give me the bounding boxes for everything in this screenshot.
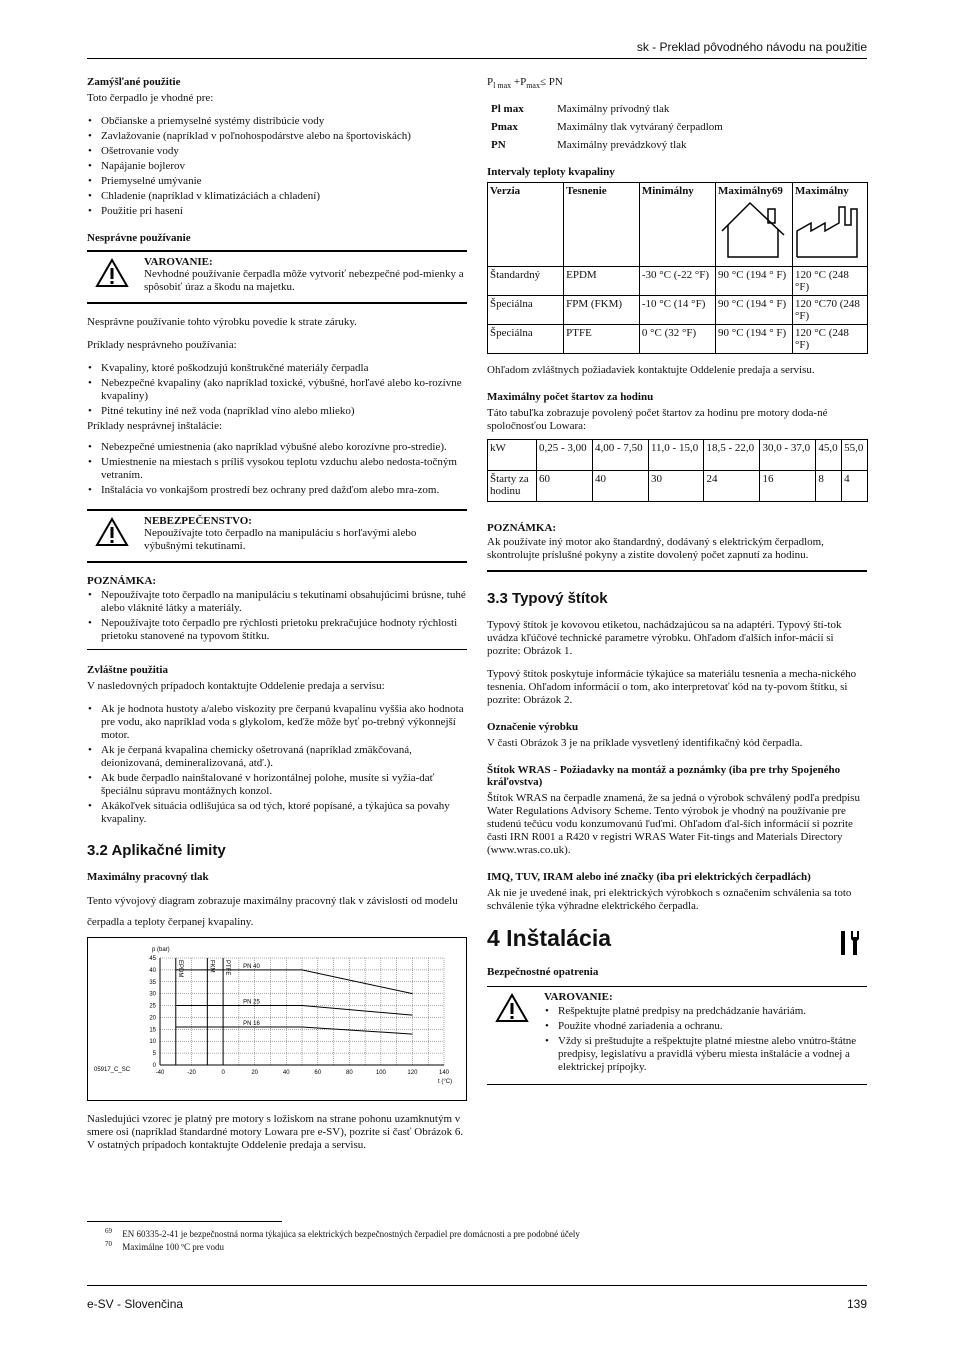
- note-title: POZNÁMKA:: [87, 575, 157, 587]
- material-label: EPDM: [176, 960, 183, 978]
- footnote-rule: [87, 1221, 282, 1222]
- x-tick-label: 100: [375, 1070, 386, 1076]
- note-list: [87, 589, 467, 643]
- table-header-factory: [793, 183, 868, 267]
- material-label: FKM: [208, 960, 215, 973]
- list-item: • Ak bude čerpadlo nainštalované v horizontálnej polohe, musíte si vyžia-dať špeciálnu súpravu montážnych konzol.: [101, 772, 467, 798]
- warning-icon: [495, 993, 529, 1023]
- starts-heading: Maximálny počet štartov za hodinu: [487, 391, 654, 404]
- list-item: • Ak je hodnota hustoty a/alebo viskozity pre čerpanú kvapalinu vyššia ako hodnota pre vodu, ako napríklad voda s glykolom, keďže môže byť po-trebný výkonnejší motor.: [101, 703, 467, 742]
- imq-p: Ak nie je uvedené inak, pri elektrických výrobkoch s označením schválenia sa toto schválenie týka výhradne elektrického čerpadla.: [487, 887, 852, 913]
- table-cell: Štandardný: [488, 267, 564, 296]
- list-item: • Vždy si preštudujte a rešpektujte platné miestne alebo vnútro-štátne predpisy, legislatívu a pravidlá výberu miesta inštalácie a vodnej a elektrickej prípojky.: [558, 1035, 867, 1074]
- table-cell: PTFE: [564, 325, 640, 354]
- footnote-70: [105, 1240, 224, 1252]
- table-cell: 90 °C (194 ° F): [716, 325, 793, 354]
- definitions-table: [487, 100, 787, 154]
- ident-p: V časti Obrázok 3 je na príklade vysvetlený identifikačný kód čerpadla.: [487, 737, 803, 750]
- list-item: • Nepoužívajte toto čerpadlo pre rýchlosti prietoku prekračujúce hodnoty rýchlosti prietoku stanovené na typovom štítku.: [101, 617, 467, 643]
- list-item: • Zavlažovanie (napríklad v poľnohospodárstve alebo na športoviskách): [101, 130, 467, 143]
- improper-use-heading: Nesprávne používanie: [87, 232, 191, 244]
- table-cell: 120 °C70 (248 °F): [793, 296, 868, 325]
- plate-p2: Typový štítok poskytuje informácie týkajúce sa materiálu tesnenia a mecha-nického tesnenia. Ohľadom informácií o tom, ako interpretovať kód na ty-povom štítku, si pozrite: Obrázok 2.: [487, 668, 857, 707]
- danger-title: NEBEZPEČENSTVO:: [144, 515, 252, 527]
- x-tick-label: 80: [345, 1070, 353, 1076]
- table-cell: 4,00 - 7,50: [592, 440, 648, 471]
- y-tick-label: 30: [149, 991, 156, 998]
- list-item: • Nebezpečné umiestnenia (ako napríklad výbušné alebo korozívne pro-stredie).: [101, 441, 467, 454]
- table-header: Maximálny: [795, 185, 849, 198]
- table-cell: FPM (FKM): [564, 296, 640, 325]
- intended-use-list: [87, 115, 467, 218]
- x-tick-label: 20: [251, 1070, 259, 1076]
- footnote-text: Maximálne 100 ºC pre vodu: [122, 1242, 225, 1252]
- footnote-69: [105, 1227, 580, 1239]
- house-icon: [718, 197, 788, 259]
- list-item: • Ak je čerpaná kvapalina chemicky ošetrovaná (napríklad zmäkčovaná, deionizovaná, demineralizovaná, atď.).: [101, 744, 467, 770]
- x-tick-label: 0: [221, 1070, 225, 1076]
- table-row: [487, 100, 787, 118]
- table-cell: 45,0: [816, 440, 842, 471]
- x-axis-label: t (°C): [438, 1079, 453, 1085]
- special-use-heading: Zvláštne použitia: [87, 664, 168, 676]
- list-item: • Rešpektujte platné predpisy na predchádzanie haváriám.: [558, 1005, 867, 1018]
- table-cell: 30: [648, 471, 704, 502]
- series-label: PN 25: [243, 999, 260, 1006]
- pressure-chart: [87, 937, 467, 1101]
- def-symbol: [487, 100, 553, 118]
- warning-title: VAROVANIE:: [544, 991, 613, 1004]
- table-cell: 55,0: [842, 440, 868, 471]
- list-item: • Priemyselné umývanie: [101, 175, 467, 188]
- formula-p: Nasledujúci vzorec je platný pre motory s ložiskom na strane pohonu uzamknutým v smere osi (napríklad štandardné motory Lowara pre e-SV), pozrite si časť Obrázok 6. V ostatných prípadoch kontaktujte Oddelenie predaja a servisu.: [87, 1113, 464, 1151]
- table-header-house: [716, 183, 793, 267]
- table-cell: -10 °C (14 °F): [639, 296, 715, 325]
- table-cell: Špeciálna: [488, 296, 564, 325]
- section-3-2-heading: 3.2 Aplikačné limity: [87, 842, 226, 859]
- table-row: [488, 267, 868, 296]
- table-row: [487, 118, 787, 136]
- section-4-heading: [487, 925, 867, 952]
- header-text: sk - Preklad pôvodného návodu na použitie: [636, 40, 867, 54]
- warning-text: Nevhodné používanie čerpadla môže vytvoriť nebezpečné pod-mienky a spôsobiť úraz a škodu na majetku.: [144, 268, 464, 293]
- footnote-number: 69: [105, 1227, 112, 1235]
- page-footer: [87, 1285, 867, 1311]
- table-cell: 18,5 - 22,0: [704, 440, 760, 471]
- page-header: [87, 40, 867, 59]
- formula: $P_{l max} +P_{max}\le$ PN: [487, 76, 563, 91]
- starts-table: [487, 439, 868, 502]
- footnote-text: EN 60335-2-41 je bezpečnostná norma týkajúca sa elektrických bezpečnostných čerpadiel pre domácnosti a pre podobné účely: [122, 1229, 580, 1239]
- def-sym: PN: [491, 139, 506, 152]
- temp-heading: Intervaly teploty kvapaliny: [487, 166, 615, 179]
- list-item: • Ošetrovanie vody: [101, 145, 467, 158]
- temperature-table: [487, 182, 868, 354]
- danger-box: [87, 509, 467, 563]
- table-cell: -30 °C (-22 °F): [639, 267, 715, 296]
- table-header: Tesnenie: [564, 183, 640, 267]
- danger-icon: [95, 517, 129, 547]
- table-cell: 90 °C (194 ° F): [716, 267, 793, 296]
- table-cell: 0,25 - 3,00: [537, 440, 593, 471]
- page-number: 139: [846, 1297, 867, 1311]
- safety-heading: Bezpečnostné opatrenia: [487, 966, 599, 979]
- note-text: Ak používate iný motor ako štandardný, dodávaný s elektrickým čerpadlom, skontrolujte príslušné pokyny a zistite dovolený počet zapnutí za hodinu.: [487, 536, 824, 562]
- table-row: [488, 471, 868, 502]
- install-p: Príklady nesprávnej inštalácie:: [87, 420, 223, 432]
- list-item: • Pitné tekutiny iné než voda (napríklad víno alebo mlieko): [101, 405, 467, 418]
- max-pressure-heading: Maximálny pracovný tlak: [87, 871, 209, 883]
- list-item: • Chladenie (napríklad v klimatizáciách a chladení): [101, 190, 467, 203]
- left-column: [87, 76, 467, 1162]
- pressure-chart-svg: [88, 938, 466, 1100]
- table-cell: 0 °C (32 °F): [639, 325, 715, 354]
- note-title: POZNÁMKA:: [487, 522, 557, 535]
- warning-box: [87, 250, 467, 304]
- warning-title: VAROVANIE:: [144, 256, 213, 268]
- def-symbol: [487, 118, 553, 136]
- table-cell: 120 °C (248 °F): [793, 325, 868, 354]
- wras-heading: Štítok WRAS - Požiadavky na montáž a poznámky (iba pre trhy Spojeného kráľovstva): [487, 764, 841, 789]
- y-tick-label: 45: [149, 956, 156, 962]
- y-tick-label: 40: [149, 967, 156, 974]
- improper-p1: Nesprávne používanie tohto výrobku povedie k strate záruky.: [87, 316, 357, 328]
- y-tick-label: 20: [149, 1015, 156, 1022]
- y-tick-label: 5: [152, 1051, 156, 1058]
- wras-p: Štítok WRAS na čerpadle znamená, že sa jedná o výrobok schválený podľa predpisu Water Regulations Advisory Scheme. Tento výrobok je vhodný na používanie pre studenú tečúcu vodu konzumovanú ľuďmi. Ohľadom ďal-ších informácií si pozrite časti IRN R001 a R420 v registri WRAS Water Fit-tings and Materials Directory (www.wras.co.uk).: [487, 792, 860, 857]
- series-line: [176, 1006, 413, 1016]
- def-sym: Pl max: [491, 103, 524, 116]
- table-cell: Špeciálna: [488, 325, 564, 354]
- improper-list: [87, 362, 467, 418]
- factory-icon: [795, 197, 865, 259]
- x-tick-label: 140: [438, 1070, 450, 1076]
- note-box-right: [487, 522, 867, 572]
- x-tick-label: 120: [407, 1070, 418, 1076]
- def-symbol: [487, 136, 553, 154]
- warning-icon: [95, 258, 129, 288]
- table-row: [488, 296, 868, 325]
- tools-icon: [839, 929, 859, 957]
- def-desc: Maximálny prívodný tlak: [557, 103, 670, 116]
- table-cell: 24: [704, 471, 760, 502]
- section-4-title: 4 Inštalácia: [487, 925, 612, 952]
- table-cell: 4: [842, 471, 868, 502]
- x-tick-label: -40: [155, 1070, 165, 1076]
- table-cell: 120 °C (248 °F): [793, 267, 868, 296]
- table-cell: 90 °C (194 ° F): [716, 296, 793, 325]
- list-item: • Použite vhodné zariadenia a ochranu.: [558, 1020, 867, 1033]
- list-item: • Inštalácia vo vonkajšom prostredí bez ochrany pred dažďom alebo mra-zom.: [101, 484, 467, 497]
- temp-after: Ohľadom zvláštnych požiadaviek kontaktujte Oddelenie predaja a servisu.: [487, 364, 815, 377]
- danger-text: Nepoužívajte toto čerpadlo na manipuláciu s horľavými alebo výbušnými tekutinami.: [144, 527, 417, 552]
- table-header: Maximálny69: [718, 185, 783, 198]
- table-cell: Štarty za hodinu: [488, 471, 537, 502]
- imq-heading: IMQ, TUV, IRAM alebo iné značky (iba pri elektrických čerpadlách): [487, 871, 811, 884]
- ident-heading: Označenie výrobku: [487, 721, 579, 734]
- list-item: • Použitie pri hasení: [101, 205, 467, 218]
- list-item: • Kvapaliny, ktoré poškodzujú konštrukčné materiály čerpadla: [101, 362, 467, 375]
- warning-box-install: [487, 986, 867, 1085]
- def-sym: Pmax: [491, 121, 518, 134]
- plate-p1: Typový štítok je kovovou etiketou, nachádzajúcou sa na adaptéri. Typový ští-tok uvádza kľúčové technické parametre výrobku. Ohľadom ďalších infor-mácií si pozrite: Obrázok 1.: [487, 619, 842, 658]
- list-item: • Nepoužívajte toto čerpadlo na manipuláciu s tekutinami obsahujúcimi brúsne, tuhé alebo vláknité látky a materiály.: [101, 589, 467, 615]
- footer-title: e-SV - Slovenčina: [87, 1297, 184, 1311]
- y-tick-label: 35: [149, 979, 156, 986]
- def-desc: Maximálny prevádzkový tlak: [557, 139, 687, 152]
- list-item: • Občianske a priemyselné systémy distribúcie vody: [101, 115, 467, 128]
- starts-p: Táto tabuľka zobrazuje povolený počet štartov za hodinu pre motory doda-né spoločnosťou Lowara:: [487, 407, 828, 433]
- install-list: [87, 441, 467, 497]
- table-cell: 40: [592, 471, 648, 502]
- table-row: [487, 136, 787, 154]
- table-cell: 8: [816, 471, 842, 502]
- list-item: • Akákoľvek situácia odlišujúca sa od tých, ktoré popísané, a týkajúca sa povahy kvapaliny.: [101, 800, 467, 826]
- y-tick-label: 15: [149, 1027, 156, 1034]
- y-tick-label: 25: [149, 1003, 156, 1010]
- table-cell: 16: [760, 471, 816, 502]
- list-item: • Nebezpečné kvapaliny (ako napríklad toxické, výbušné, horľavé alebo ko-rozívne kvapaliny): [101, 377, 467, 403]
- y-tick-label: 10: [149, 1039, 156, 1046]
- note-box: [87, 575, 467, 650]
- def-desc: Maximálny tlak vytváraný čerpadlom: [557, 121, 723, 134]
- table-header: Minimálny: [639, 183, 715, 267]
- table-header-row: [488, 183, 868, 267]
- table-cell: 11,0 - 15,0: [648, 440, 704, 471]
- series-label: PN 16: [243, 1020, 260, 1027]
- table-row: [488, 325, 868, 354]
- list-item: • Napájanie bojlerov: [101, 160, 467, 173]
- special-use-list: [87, 703, 467, 826]
- series-line: [176, 1027, 413, 1034]
- warning-list: [544, 1005, 867, 1074]
- max-pressure-p: Tento vývojový diagram zobrazuje maximálny pracovný tlak v závislosti od modelu čerpadla a teploty čerpanej kvapaliny.: [87, 895, 458, 928]
- improper-p2: Príklady nesprávneho používania:: [87, 339, 237, 351]
- intended-use-heading: Zamýšľané použitie: [87, 76, 181, 88]
- series-label: PN 40: [243, 963, 260, 970]
- right-column: [487, 76, 867, 1097]
- table-cell: EPDM: [564, 267, 640, 296]
- chart-code-label: 05917_C_SC: [94, 1067, 131, 1073]
- intended-use-intro: Toto čerpadlo je vhodné pre:: [87, 92, 214, 104]
- x-tick-label: 40: [282, 1070, 290, 1076]
- table-cell: kW: [488, 440, 537, 471]
- table-header: Verzia: [488, 183, 564, 267]
- table-cell: 60: [537, 471, 593, 502]
- x-tick-label: -20: [187, 1070, 196, 1076]
- footnote-number: 70: [105, 1240, 112, 1248]
- special-use-p: V nasledovných prípadoch kontaktujte Oddelenie predaja a servisu:: [87, 680, 385, 692]
- table-cell: 30,0 - 37,0: [760, 440, 816, 471]
- x-tick-label: 60: [314, 1070, 322, 1076]
- section-3-3-heading: 3.3 Typový štítok: [487, 590, 608, 608]
- material-label: PTFE: [224, 960, 231, 976]
- table-row: [488, 440, 868, 471]
- y-axis-label: p (bar): [152, 947, 170, 953]
- list-item: • Umiestnenie na miestach s príliš vysokou teplotu vzduchu alebo nedosta-točným vetraním.: [101, 456, 467, 482]
- y-tick-label: 0: [152, 1063, 156, 1069]
